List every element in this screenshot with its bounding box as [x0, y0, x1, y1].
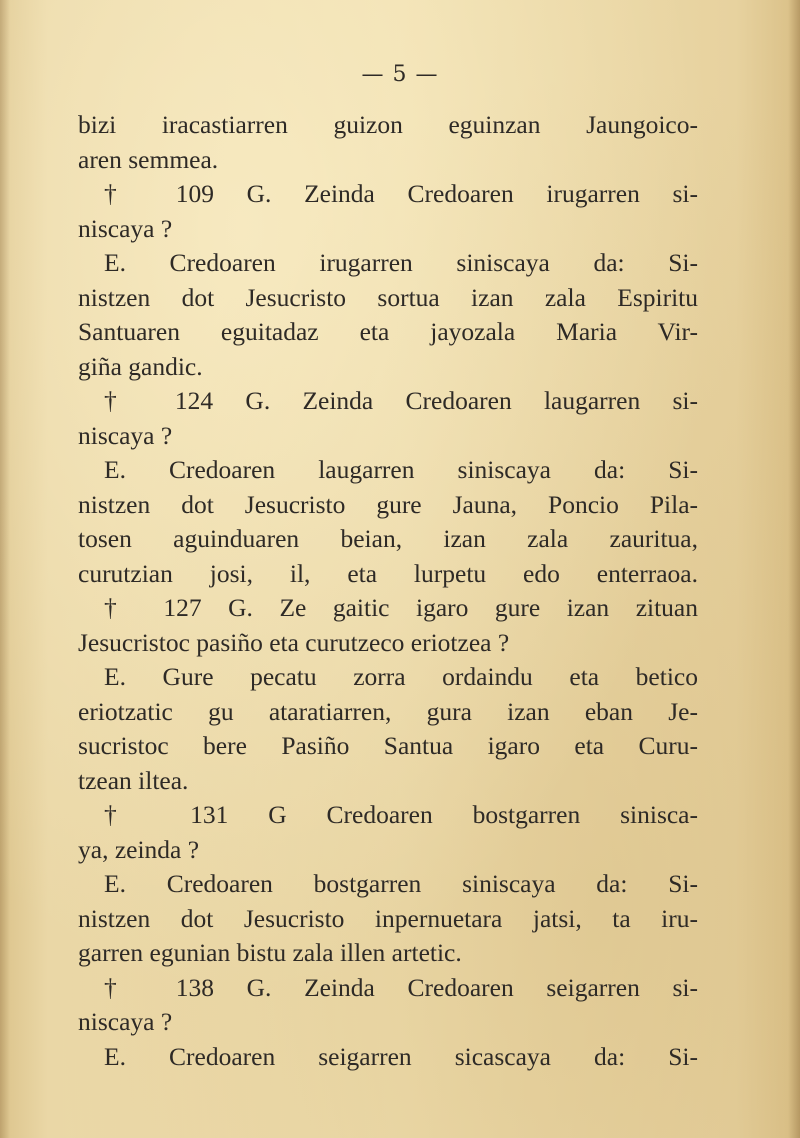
- text-line: sucristoc bere Pasiño Santua igaro eta Curu-: [78, 731, 698, 760]
- text-line: giña gandic.: [78, 351, 203, 381]
- page-right-edge-shadow: [788, 0, 800, 1138]
- text-line: Jesucristoc pasiño eta curutzeco eriotzea ?: [78, 627, 510, 657]
- text-line: bizi iracastiarren guizon eguinzan Jaungoico-: [78, 110, 698, 139]
- text-line: nistzen dot Jesucristo inpernuetara jatsi, ta iru-: [78, 903, 698, 933]
- question-line: † 138 G. Zeinda Credoaren seigarren si-: [104, 972, 698, 1002]
- question-line: † 109 G. Zeinda Credoaren irugarren si-: [104, 179, 698, 208]
- text-line: nistzen dot Jesucristo sortua izan zala Espiritu: [78, 282, 698, 312]
- answer-line: E. Credoaren seigarren sicascaya da: Si-: [104, 1041, 698, 1071]
- text-line: ya, zeinda ?: [78, 834, 200, 864]
- question-line: † 124 G. Zeinda Credoaren laugarren si-: [104, 386, 698, 415]
- text-line: niscaya ?: [78, 213, 173, 243]
- answer-line: E. Credoaren bostgarren siniscaya da: Si-: [104, 869, 698, 898]
- question-line: † 131 G Credoaren bostgarren sinisca-: [104, 800, 698, 829]
- text-line: eriotzatic gu ataratiarren, gura izan eban Je-: [78, 696, 698, 726]
- question-line: † 127 G. Ze gaitic igaro gure izan zituan: [104, 593, 698, 622]
- text-line: nistzen dot Jesucristo gure Jauna, Poncio Pila-: [78, 489, 698, 519]
- text-line: curutzian josi, il, eta lurpetu edo enterraoa.: [78, 558, 698, 588]
- page-number: — 5 —: [361, 62, 439, 87]
- text-line: tzean iltea.: [78, 765, 189, 795]
- text-line: Santuaren eguitadaz eta jayozala Maria Vir-: [78, 317, 698, 346]
- text-line: aren semmea.: [78, 144, 219, 174]
- text-line: garren egunian bistu zala illen artetic.: [78, 938, 462, 967]
- text-line: niscaya ?: [78, 420, 173, 450]
- page-text: [78, 108, 698, 1074]
- text-line: niscaya ?: [78, 1007, 173, 1036]
- text-line: tosen aguinduaren beian, izan zala zauritua,: [78, 524, 698, 553]
- answer-line: E. Gure pecatu zorra ordaindu eta betico: [104, 662, 698, 691]
- answer-line: E. Credoaren irugarren siniscaya da: Si-: [104, 248, 698, 277]
- page-left-edge-shadow: [0, 0, 10, 1138]
- answer-line: E. Credoaren laugarren siniscaya da: Si-: [104, 455, 698, 484]
